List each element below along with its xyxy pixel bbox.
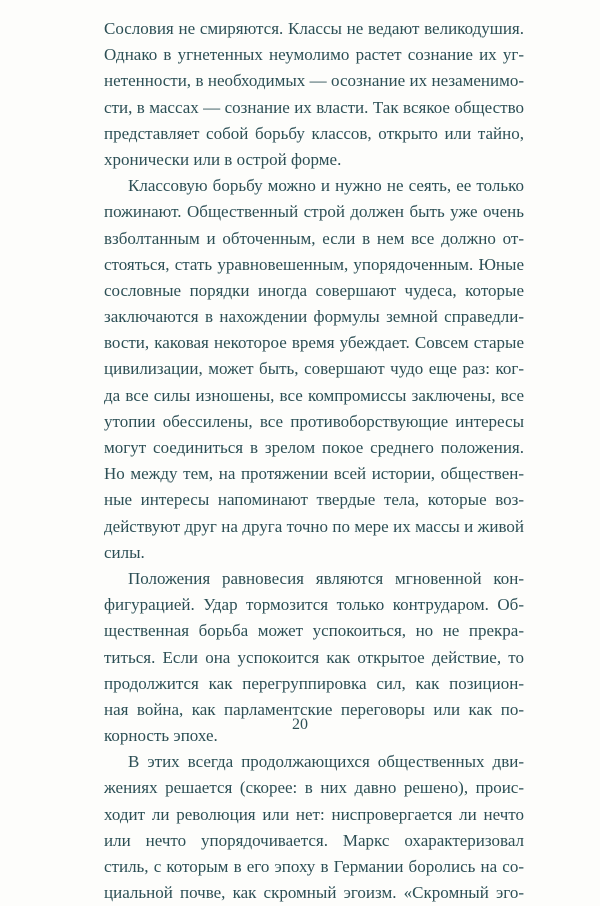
text-line: утопии обессилены, все противоборствующие интересы: [104, 411, 524, 431]
text-line: щественная борьба может успокоиться, но не прекра-: [104, 621, 524, 641]
text-line: нетенности, в необходимых — осознание их незаменимо-: [104, 71, 524, 91]
text-line: В этих всегда продолжающихся общественных дви-: [128, 752, 524, 772]
text-line: Но между тем, на протяжении всей истории, обществен-: [104, 464, 524, 484]
text-line: пожинают. Общественный строй должен быть уже очень: [104, 202, 524, 222]
text-line: да все силы изношены, все компромиссы заключены, все: [104, 385, 524, 405]
text-line: титься. Если она успокоится как открытое действие, то: [104, 647, 524, 667]
text-line: продолжится как перегруппировка сил, как позицион-: [104, 673, 524, 693]
text-line: ходит ли революция или нет: ниспровергается ли нечто: [104, 804, 524, 824]
text-line: силы.: [104, 542, 145, 562]
text-line: хронически или в острой форме.: [104, 149, 342, 169]
text-body: [104, 16, 524, 906]
text-line: корность эпохе.: [104, 726, 218, 746]
text-line: Классовую борьбу можно и нужно не сеять, ее только: [128, 176, 524, 196]
text-line: ные интересы напоминают твердые тела, которые воз-: [104, 490, 524, 510]
text-line: цивилизации, может быть, совершают чудо еще раз: ког-: [104, 359, 524, 379]
text-line: Положения равновесия являются мгновенной кон-: [128, 568, 524, 588]
text-line: или нечто упорядочивается. Маркс охарактеризовал: [104, 830, 524, 850]
text-line: заключаются в нахождении формулы земной справедли-: [104, 307, 524, 327]
text-line: сти, в массах — сознание их власти. Так всякое общество: [104, 97, 524, 117]
text-line: представляет собой борьбу классов, открыто или тайно,: [104, 123, 524, 143]
text-line: фигурацией. Удар тормозится только контрударом. Об-: [104, 595, 524, 615]
page-number: 20: [292, 716, 308, 733]
text-line: стиль, с которым в его эпоху в Германии боролись на со-: [104, 857, 524, 876]
text-line: взболтанным и обточенным, если в нем все должно от-: [104, 228, 524, 248]
text-line: могут соединиться в зрелом покое среднего положения.: [104, 438, 524, 457]
text-line: циальной почве, как скромный эгоизм. «Скромный эго-: [104, 883, 524, 903]
text-line: ная война, как парламентские переговоры или как по-: [104, 699, 524, 719]
text-line: Однако в угнетенных неумолимо растет сознание их уг-: [104, 45, 524, 65]
text-line: действуют друг на друга точно по мере их массы и живой: [104, 516, 524, 536]
text-line: вости, каковая некоторое время убеждает. Совсем старые: [104, 333, 524, 353]
text-line: Сословия не смиряются. Классы не ведают великодушия.: [104, 19, 524, 38]
text-line: стояться, стать уравновешенным, упорядоченным. Юные: [104, 254, 524, 274]
text-line: жениях решается (скорее: в них давно решено), проис-: [104, 778, 524, 798]
text-line: сословные порядки иногда совершают чудеса, которые: [104, 280, 524, 300]
